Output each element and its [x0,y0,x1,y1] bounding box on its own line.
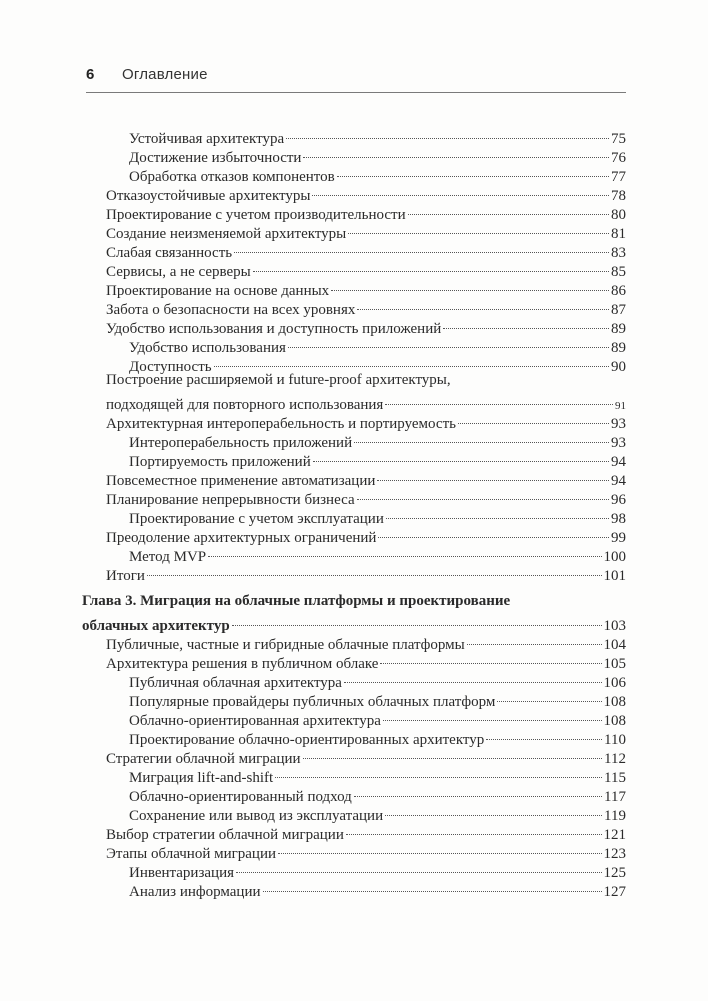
dot-leader [357,485,609,504]
dot-leader [408,200,609,219]
dot-leader [288,333,609,352]
dot-leader [354,782,602,801]
table-of-contents [82,124,626,900]
toc-entry-title: Портируемость приложений [129,454,311,470]
toc-entry-title: Метод MVP [129,549,207,565]
toc-entry-title: Архитектура решения в публичном облаке [106,656,379,672]
toc-entry-title: Сервисы, а не серверы [106,264,251,280]
dot-leader [312,181,609,200]
toc-entry-title: Миграция lift-and-shift [129,770,274,786]
dot-leader [386,504,609,523]
toc-entry-title: Популярные провайдеры публичных облачных платформ [129,694,496,710]
page-number: 6 [86,66,95,83]
toc-entry-title: Проектирование с учетом эксплуатации [129,511,384,527]
chapter-title-line2: облачных архитектур [82,618,230,634]
toc-entry-title: Облачно-ориентированная архитектура [129,713,381,729]
toc-entry-page: 87 [611,302,626,318]
dot-leader [385,390,613,409]
toc-entry-page: 108 [603,713,626,729]
toc-entry-title: Планирование непрерывности бизнеса [106,492,355,508]
toc-entry-page: 83 [611,245,626,261]
toc-entry-title-line1: Построение расширяемой и future-proof архитектуры, [106,372,451,388]
dot-leader [214,352,609,371]
toc-entry-title: Обработка отказов компонентов [129,169,335,185]
dot-leader [275,763,602,782]
toc-entry-page: 101 [603,568,626,584]
toc-entry-title: Создание неизменяемой архитектуры [106,226,347,242]
dot-leader [286,124,609,143]
toc-entry-page: 77 [611,169,626,185]
toc-entry-page: 89 [611,321,626,337]
dot-leader [303,744,603,763]
toc-entry-page: 115 [604,770,626,786]
dot-leader [313,447,609,466]
toc-entry-title: Интероперабельность приложений [129,435,353,451]
dot-leader [208,542,601,561]
toc-entry-page: 108 [603,694,626,710]
toc-entry[interactable] [106,561,626,584]
dot-leader [383,706,602,725]
dot-leader [354,428,609,447]
toc-group-after [106,409,626,584]
dot-leader [467,630,602,649]
dot-leader [458,409,609,428]
dot-leader [303,143,609,162]
toc-entry-title: Повсеместное применение автоматизации [106,473,376,489]
dot-leader [385,801,602,820]
toc-entry-page: 104 [603,637,626,653]
dot-leader [331,276,609,295]
toc-entry-page: 119 [604,808,626,824]
toc-entry-title: Инвентаризация [129,865,234,881]
toc-entry-page: 86 [611,283,626,299]
dot-leader [348,219,609,238]
toc-entry-multiline[interactable] [106,371,626,413]
toc-entry-page: 76 [611,150,626,166]
dot-leader [253,257,609,276]
toc-entry-title: Выбор стратегии облачной миграции [106,827,344,843]
toc-entry-page: 94 [611,454,626,470]
toc-entry-title: Сохранение или вывод из эксплуатации [129,808,384,824]
toc-entry-title: Проектирование с учетом производительности [106,207,406,223]
dot-leader [357,295,609,314]
toc-entry-page: 78 [611,188,626,204]
toc-entry-title: Проектирование облачно-ориентированных архитектур [129,732,485,748]
dot-leader [232,611,602,630]
toc-entry-page: 80 [611,207,626,223]
running-title: Оглавление [122,66,208,83]
toc-entry-page: 98 [611,511,626,527]
toc-entry-page: 105 [603,656,626,672]
toc-entry-page: 75 [611,131,626,147]
toc-entry-title: Удобство использования [129,340,286,356]
toc-entry[interactable] [106,124,626,147]
toc-entry-title: Проектирование на основе данных [106,283,330,299]
toc-entry-title: Итоги [106,568,145,584]
toc-entry-page: 121 [603,827,626,843]
toc-entry-title: Публичная облачная архитектура [129,675,342,691]
dot-leader [337,162,609,181]
chapter-title-line1: Глава 3. Миграция на облачные платформы и проектирование [82,593,511,609]
dot-leader [380,649,601,668]
dot-leader [147,561,602,580]
dot-leader [378,523,609,542]
toc-entry-title: Облачно-ориентированный подход [129,789,352,805]
toc-chapter-heading[interactable] [82,592,626,634]
running-header [86,64,626,93]
dot-leader [377,466,609,485]
chapter-spacer [106,580,626,592]
toc-entry-page: 117 [604,789,626,805]
toc-group-before [106,124,626,375]
toc-entry-title: Доступность [129,359,212,375]
toc-entry-page: 96 [611,492,626,508]
toc-entry-page: 100 [603,549,626,565]
dot-leader [278,839,601,858]
toc-group-chapter [106,630,626,900]
toc-entry-page: 127 [603,884,626,900]
toc-entry-title: Слабая связанность [106,245,233,261]
toc-entry-page: 123 [603,846,626,862]
toc-entry-page: 81 [611,226,626,242]
toc-entry-title: Забота о безопасности на всех уровнях [106,302,356,318]
toc-entry-page: 125 [603,865,626,881]
toc-entry-page: 89 [611,340,626,356]
dot-leader [344,668,602,687]
toc-entry-title: Достижение избыточности [129,150,302,166]
toc-entry-title: Архитектурная интероперабельность и портируемость [106,416,456,432]
toc-entry-page: 94 [611,473,626,489]
dot-leader [486,725,602,744]
toc-entry-page: 93 [611,416,626,432]
toc-entry-title: Устойчивая архитектура [129,131,285,147]
toc-entry-title: Преодоление архитектурных ограничений [106,530,377,546]
toc-entry-page: 90 [611,359,626,375]
toc-entry-page: 112 [604,751,626,767]
dot-leader [236,858,602,877]
toc-entry-title: Анализ информации [129,884,261,900]
toc-entry-title-line2: подходящей для повторного использования [106,397,384,413]
toc-entry-title: Этапы облачной миграции [106,846,277,862]
dot-leader [497,687,601,706]
toc-entry-page: 106 [603,675,626,691]
toc-entry-page: 91 [615,400,626,412]
toc-entry-page: 110 [604,732,626,748]
chapter-page: 103 [603,618,626,634]
dot-leader [346,820,602,839]
dot-leader [234,238,609,257]
toc-entry-title: Удобство использования и доступность приложений [106,321,442,337]
toc-entry-title: Отказоустойчивые архитектуры [106,188,311,204]
toc-entry-page: 93 [611,435,626,451]
toc-entry-page: 99 [611,530,626,546]
dot-leader [443,314,609,333]
dot-leader [263,877,602,896]
toc-entry-title: Стратегии облачной миграции [106,751,301,767]
toc-entry-title: Публичные, частные и гибридные облачные платформы [106,637,465,653]
toc-entry-page: 85 [611,264,626,280]
